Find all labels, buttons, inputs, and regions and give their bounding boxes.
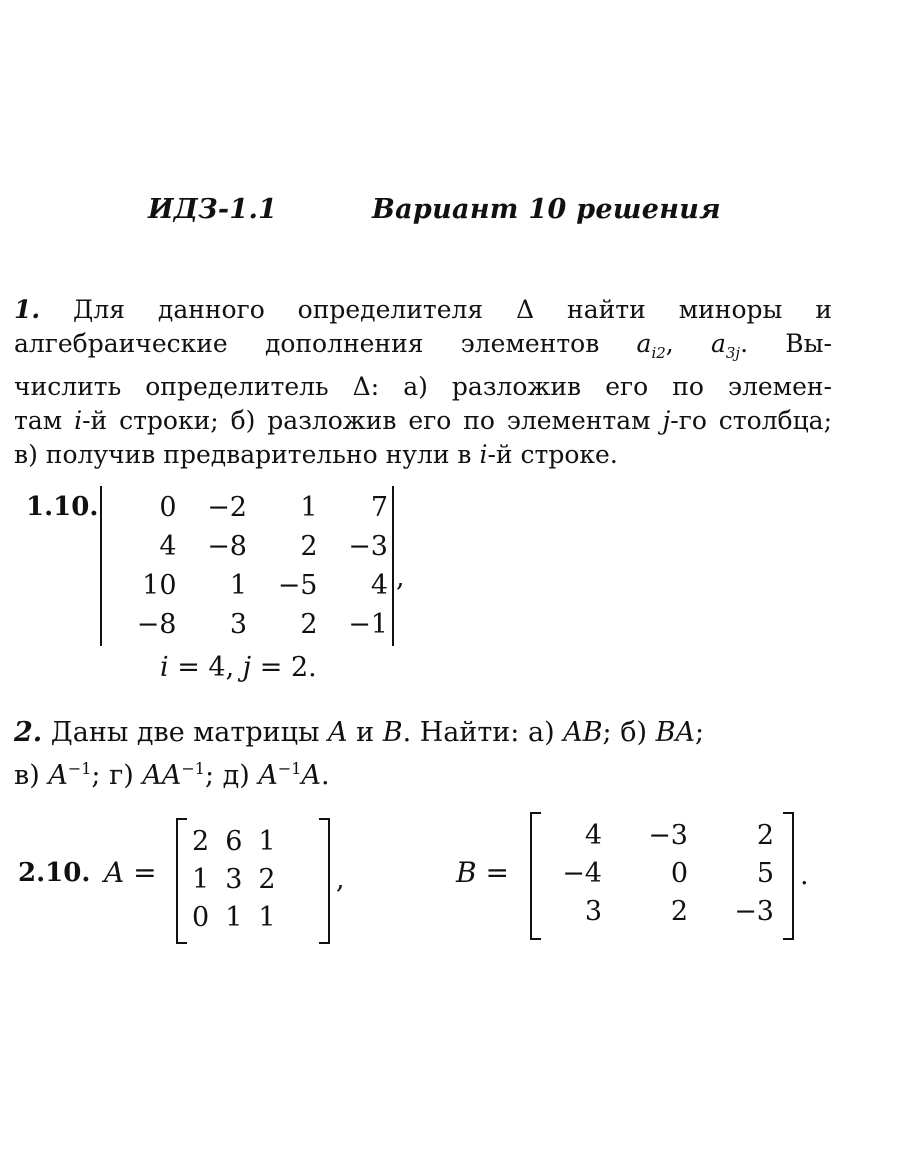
matrix-a-name: A =: [104, 856, 157, 889]
det-row: [110, 605, 392, 644]
determinant-grid: [110, 488, 392, 644]
problem-1-line-2: алгебраические дополнения элементов $a_{i2}$, $a_{3j}$. Вы-: [14, 329, 832, 362]
matrix-b-cell: 2: [756, 819, 774, 851]
det-cell: −5: [277, 570, 318, 601]
matrix-a-row: [184, 898, 284, 936]
det-cell: 2: [300, 609, 318, 640]
det-row: [110, 566, 392, 605]
problem-1-line-4: там i-й строки; б) разложив его по элементам j-го столбца;: [14, 406, 832, 435]
exercise-2-10-label: 2.10.: [18, 858, 91, 888]
det-cell: 7: [370, 492, 388, 523]
matrix-b-cell: −3: [648, 819, 688, 851]
matrix-b-row: [540, 816, 782, 854]
det-cell: 2: [300, 531, 318, 562]
matrix-a-cell: 6: [225, 825, 243, 857]
matrix-b-right-bracket: [783, 812, 794, 940]
det-cell: −8: [207, 531, 247, 562]
matrix-b-row: [540, 892, 782, 930]
element-a3j: $a_{3j}$.: [710, 329, 749, 362]
problem-1-number: 1.: [14, 295, 41, 324]
problem-2-number: 2.: [14, 717, 43, 748]
doc-code: ИДЗ-1.1: [148, 194, 278, 225]
element-ai2: $a_{i2}$,: [636, 329, 674, 362]
matrix-b-name: B =: [456, 856, 509, 889]
matrix-a-right-bracket: [319, 818, 330, 944]
det-cell: 10: [142, 570, 177, 601]
matrix-a: [184, 822, 284, 936]
problem-2-line-1: 2. Даны две матрицы A и B. Найти: а) AB; б) BA;: [14, 717, 705, 748]
matrix-a-cell: 2: [192, 825, 210, 857]
det-cell: 0: [159, 492, 177, 523]
exercise-1-10-label: 1.10.: [26, 492, 99, 522]
matrix-b-cell: −4: [562, 857, 602, 889]
matrix-b-cell: 5: [756, 857, 774, 889]
problem-2-line-2: в) $A^{-1}$; г) $AA^{-1}$; д) $A^{-1}A$.: [14, 759, 330, 791]
matrix-b-row: [540, 854, 782, 892]
matrix-b-cell: 0: [670, 857, 688, 889]
matrix-a-cell: 0: [192, 901, 210, 933]
det-cell: −2: [207, 492, 247, 523]
problem-1-text: [14, 293, 832, 472]
matrix-a-cell: 1: [258, 825, 276, 857]
matrix-b-cell: 2: [670, 895, 688, 927]
det-cell: −8: [136, 609, 177, 640]
problem-2-text: [14, 715, 894, 794]
matrix-a-cell: 1: [192, 863, 210, 895]
matrix-a-row: [184, 822, 284, 860]
matrix-a-cell: 1: [225, 901, 243, 933]
det-cell: 4: [370, 570, 388, 601]
variant-title: Вариант 10 решения: [372, 194, 721, 225]
determinant-comma: ,: [396, 562, 405, 593]
det-row: [110, 488, 392, 527]
problem-1-line-5: в) получив предварительно нули в i-й строке.: [14, 440, 618, 469]
problem-1-line-1: 1. Для данного определителя Δ найти миноры и: [14, 295, 832, 324]
matrix-a-cell: 3: [225, 863, 243, 895]
det-cell: 1: [229, 570, 247, 601]
matrix-a-cell: 2: [258, 863, 276, 895]
matrix-a-cell: 1: [258, 901, 276, 933]
matrix-b-period: .: [800, 860, 809, 891]
determinant-1-10: [100, 486, 394, 646]
matrix-a-row: [184, 860, 284, 898]
det-cell: 4: [159, 531, 177, 562]
index-condition: i = 4, j = 2.: [160, 652, 317, 683]
det-cell: −1: [348, 609, 388, 640]
matrix-b: [540, 816, 782, 930]
problem-1-line-3: числить определитель Δ: а) разложив его по элемен-: [14, 372, 832, 401]
det-cell: −3: [348, 531, 388, 562]
det-row: [110, 527, 392, 566]
matrix-a-comma: ,: [336, 864, 345, 895]
det-cell: 1: [300, 492, 318, 523]
det-cell: 3: [229, 609, 247, 640]
matrix-b-cell: −3: [734, 895, 774, 927]
matrix-b-cell: 3: [584, 895, 602, 927]
matrix-b-cell: 4: [584, 819, 602, 851]
